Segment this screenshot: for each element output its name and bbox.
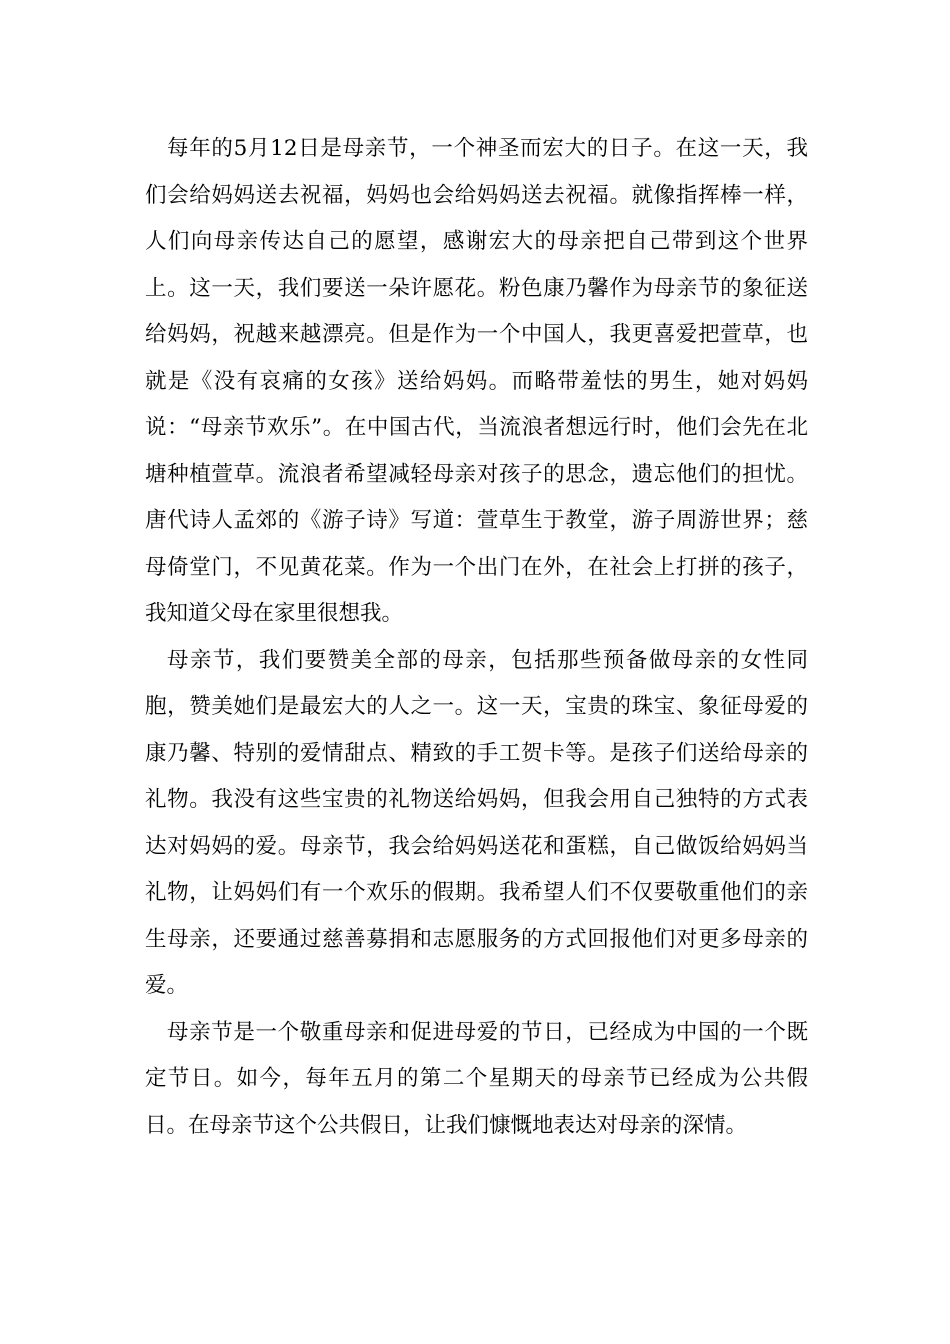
paragraph-3: 母亲节是一个敬重母亲和促进母爱的节日，已经成为中国的一个既定节日。如今，每年五月的第二个星期天的母亲节已经成为公共假日。在母亲节这个公共假日，让我们慷慨地表达对母亲的深情。 — [145, 1019, 808, 1138]
paragraph-2: 母亲节，我们要赞美全部的母亲，包括那些预备做母亲的女性同胞，赞美她们是最宏大的人之一。这一天，宝贵的珠宝、象征母爱的康乃馨、特别的爱情甜点、精致的手工贺卡等。是孩子们送给母亲的礼物。我没有这些宝贵的礼物送给妈妈，但我会用自己独特的方式表达对妈妈的爱。母亲节，我会给妈妈送花和蛋糕，自己做饭给妈妈当礼物，让妈妈们有一个欢乐的假期。我希望人们不仅要敬重他们的亲生母亲，还要通过慈善募捐和志愿服务的方式回报他们对更多母亲的爱。 — [145, 647, 808, 998]
paragraph-1: 每年的5月12日是母亲节，一个神圣而宏大的日子。在这一天，我们会给妈妈送去祝福，妈妈也会给妈妈送去祝福。就像指挥棒一样，人们向母亲传达自己的愿望，感谢宏大的母亲把自己带到这个世界上。这一天，我们要送一朵许愿花。粉色康乃馨作为母亲节的象征送给妈妈，祝越来越漂亮。但是作为一个中国人，我更喜爱把萱草，也就是《没有哀痛的女孩》送给妈妈。而略带羞怯的男生，她对妈妈说：“母亲节欢乐”。在中国古代，当流浪者想远行时，他们会先在北塘种植萱草。流浪者希望减轻母亲对孩子的思念，遗忘他们的担忧。唐代诗人孟郊的《游子诗》写道：萱草生于教堂，游子周游世界；慈母倚堂门，不见黄花菜。作为一个出门在外，在社会上打拼的孩子，我知道父母在家里很想我。 — [145, 136, 808, 626]
document-body — [145, 126, 808, 1149]
